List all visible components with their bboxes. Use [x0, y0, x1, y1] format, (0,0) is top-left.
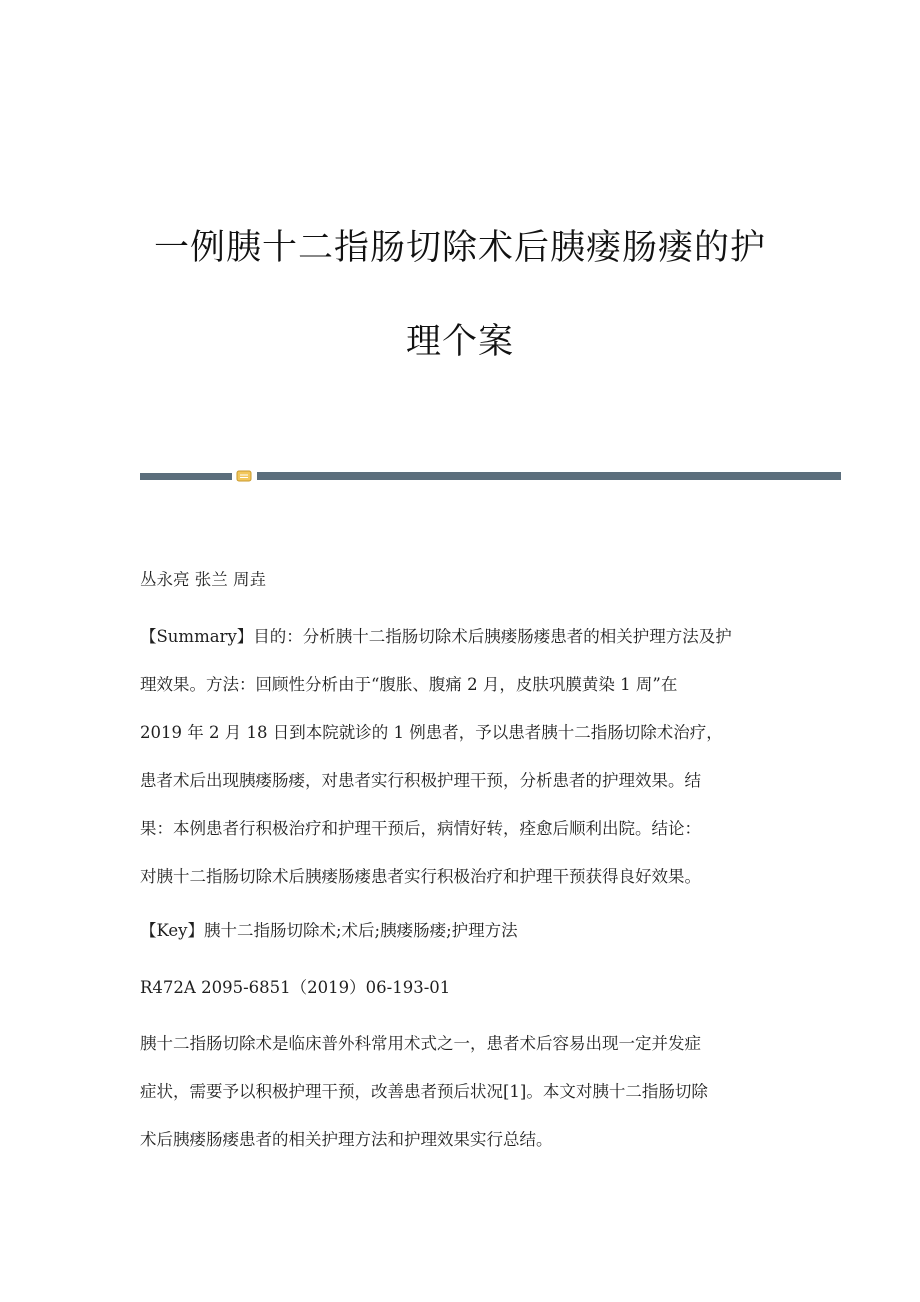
body-line: 症状，需要予以积极护理干预，改善患者预后状况[1]。本文对胰十二指肠切除	[140, 1082, 708, 1101]
divider-ornament-icon	[236, 470, 252, 482]
author-list: 丛永亮 张兰 周垚	[140, 570, 266, 589]
summary-line: 果：本例患者行积极治疗和护理干预后，病情好转，痊愈后顺利出院。结论：	[140, 819, 701, 838]
summary-line: 理效果。方法：回顾性分析由于“腹胀、腹痛 2 月，皮肤巩膜黄染 1 周”在	[140, 675, 678, 694]
summary-line: 【Summary】目的：分析胰十二指肠切除术后胰瘘肠瘘患者的相关护理方法及护	[140, 627, 732, 646]
divider-bar-left	[140, 473, 232, 480]
summary-line: 对胰十二指肠切除术后胰瘘肠瘘患者实行积极治疗和护理干预获得良好效果。	[140, 867, 701, 886]
summary-line: 2019 年 2 月 18 日到本院就诊的 1 例患者，予以患者胰十二指肠切除术治疗，	[140, 723, 723, 742]
document-title-line-2: 理个案	[405, 322, 514, 362]
document-title-line-1: 一例胰十二指肠切除术后胰瘘肠瘘的护	[153, 228, 766, 268]
title-divider	[140, 470, 841, 482]
divider-bar-right	[257, 472, 841, 480]
body-line: 术后胰瘘肠瘘患者的相关护理方法和护理效果实行总结。	[140, 1130, 553, 1149]
classification-code: R472A 2095-6851（2019）06-193-01	[140, 978, 451, 997]
summary-line: 患者术后出现胰瘘肠瘘，对患者实行积极护理干预，分析患者的护理效果。结	[140, 771, 701, 790]
keywords: 【Key】胰十二指肠切除术;术后;胰瘘肠瘘;护理方法	[140, 921, 518, 940]
body-line: 胰十二指肠切除术是临床普外科常用术式之一，患者术后容易出现一定并发症	[140, 1034, 701, 1053]
